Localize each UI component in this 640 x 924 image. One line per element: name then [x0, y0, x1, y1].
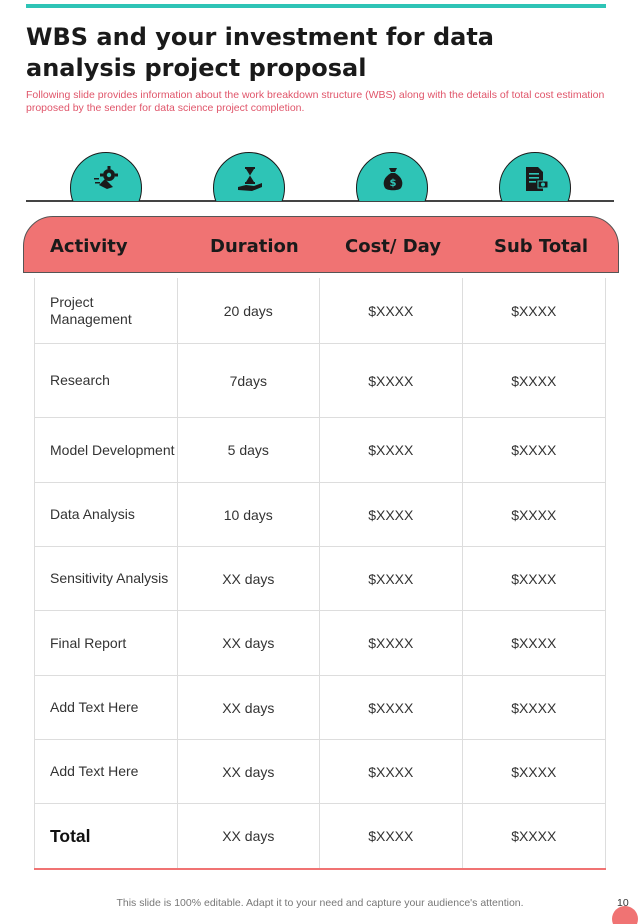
- cost-per-day-cell: $XXXX: [320, 611, 462, 675]
- table-row: [35, 278, 605, 344]
- total-label: Total: [35, 804, 178, 868]
- total-duration: XX days: [178, 804, 320, 868]
- header-sub-total: Sub Total: [494, 236, 589, 257]
- duration-cell: XX days: [178, 547, 320, 610]
- table-row: [35, 418, 605, 483]
- duration-cell: 20 days: [178, 278, 320, 343]
- sub-total-cell: $XXXX: [511, 506, 557, 523]
- duration-cell: XX days: [178, 740, 320, 803]
- activity-cell: Project Management: [35, 278, 178, 343]
- footer-note: This slide is 100% editable. Adapt it to your need and capture your audience's attention.: [116, 897, 524, 909]
- icon-row: [0, 150, 640, 202]
- top-accent-bar: [26, 4, 606, 8]
- cost-per-day-cell: $XXXX: [320, 676, 462, 739]
- page-title: WBS and your investment for data analysis project proposal: [26, 23, 494, 82]
- sub-total-cell: $XXXX: [511, 372, 557, 389]
- activity-cell: Research: [35, 344, 178, 417]
- table-row: [35, 611, 605, 676]
- table-row: [35, 344, 605, 418]
- sub-total-cell: $XXXX: [511, 699, 557, 716]
- table-bottom-rule: [34, 868, 606, 870]
- duration-cell: 7days: [178, 344, 320, 417]
- gear-hand-icon: [70, 152, 142, 201]
- header-duration: Duration: [210, 236, 299, 257]
- activity-cell: Final Report: [35, 611, 178, 675]
- header-activity: Activity: [50, 236, 128, 257]
- cost-per-day-cell: $XXXX: [320, 483, 462, 546]
- total-row: [35, 804, 605, 868]
- cost-per-day-cell: $XXXX: [320, 547, 462, 610]
- duration-cell: 5 days: [178, 418, 320, 482]
- cost-per-day-cell: $XXXX: [320, 278, 462, 343]
- table-header: [23, 216, 619, 273]
- activity-cell: Data Analysis: [35, 483, 178, 546]
- header-cost-per-day: Cost/ Day: [345, 236, 442, 257]
- cost-per-day-cell: $XXXX: [320, 740, 462, 803]
- activity-cell: Add Text Here: [35, 676, 178, 739]
- table-row: [35, 483, 605, 547]
- hourglass-hand-icon: [213, 152, 285, 201]
- activity-cell: Sensitivity Analysis: [35, 547, 178, 610]
- cost-per-day-cell: $XXXX: [320, 418, 462, 482]
- sub-total-cell: $XXXX: [511, 442, 557, 458]
- page-number: 10: [617, 897, 629, 909]
- wbs-table: [34, 278, 606, 868]
- sub-total-cell: $XXXX: [511, 763, 557, 780]
- sub-total-cell: $XXXX: [511, 570, 557, 587]
- svg-text:$: $: [389, 178, 397, 189]
- total-cost-per-day: $XXXX: [320, 804, 462, 868]
- duration-cell: XX days: [178, 611, 320, 675]
- duration-cell: XX days: [178, 676, 320, 739]
- sub-total-cell: $XXXX: [511, 635, 557, 651]
- money-bag-icon: [356, 152, 428, 201]
- activity-cell: Add Text Here: [35, 740, 178, 803]
- total-sub-total: $XXXX: [511, 828, 557, 844]
- table-row: [35, 740, 605, 804]
- cost-per-day-cell: $XXXX: [320, 344, 462, 417]
- page-subtitle: Following slide provides information about the work breakdown structure (WBS) along with the details of total cost estimation proposed by the sender for data science project completion.: [26, 89, 605, 114]
- duration-cell: 10 days: [178, 483, 320, 546]
- activity-cell: Model Development: [35, 418, 178, 482]
- invoice-document-icon: [499, 152, 571, 201]
- table-row: [35, 547, 605, 611]
- table-row: [35, 676, 605, 740]
- sub-total-cell: $XXXX: [511, 302, 557, 319]
